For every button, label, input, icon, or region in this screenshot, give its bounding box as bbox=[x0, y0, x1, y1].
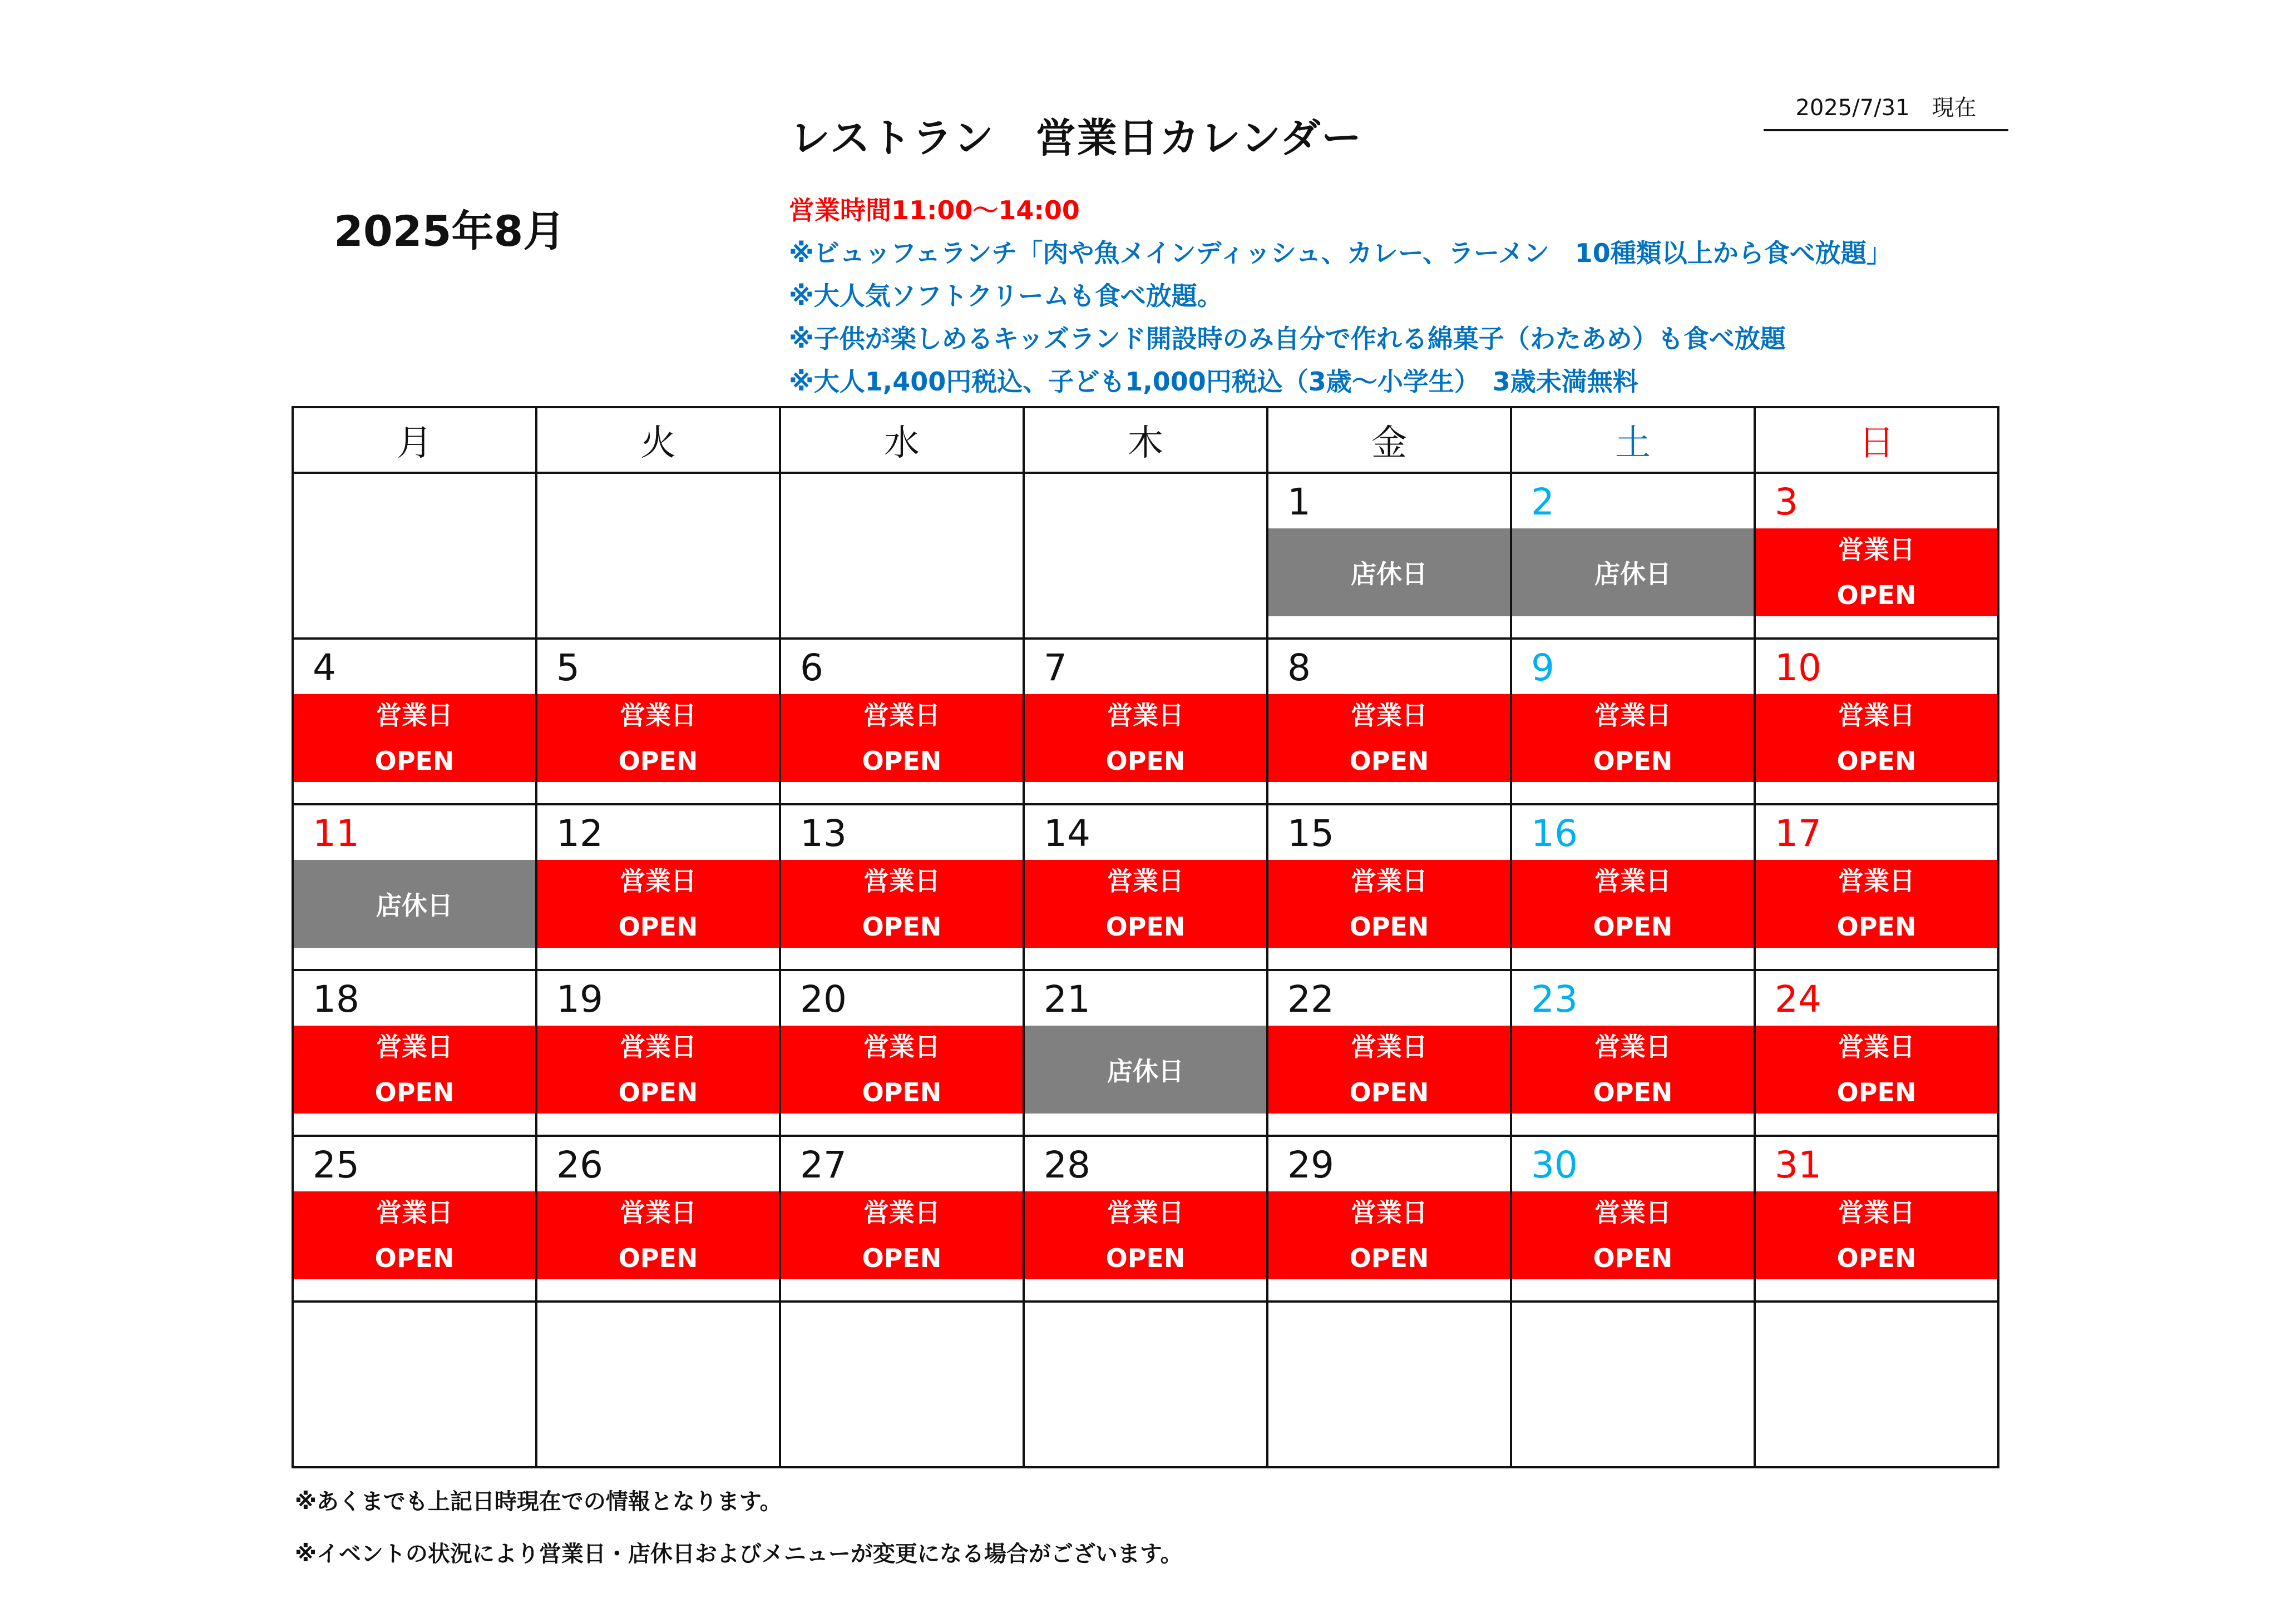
weekday-fri: 金 bbox=[1267, 407, 1511, 473]
status-open-badge bbox=[537, 694, 779, 782]
status-open-label: 営業日 bbox=[620, 1198, 697, 1228]
calendar-empty-cell bbox=[780, 473, 1024, 639]
status-open-badge bbox=[294, 1191, 535, 1279]
calendar-day-cell bbox=[1755, 639, 1998, 804]
calendar-empty-cell bbox=[536, 473, 780, 639]
status-open-english: OPEN bbox=[862, 746, 942, 776]
day-number: 25 bbox=[313, 1144, 359, 1186]
info-note: ※大人気ソフトクリームも食べ放題。 bbox=[789, 281, 1223, 311]
weekday-mon: 月 bbox=[293, 407, 536, 473]
status-open-label: 営業日 bbox=[376, 700, 453, 730]
info-note: ※大人1,400円税込、子ども1,000円税込（3歳～小学生） 3歳未満無料 bbox=[789, 367, 1638, 397]
calendar-day-cell bbox=[1755, 1136, 1998, 1302]
status-open-label: 営業日 bbox=[620, 700, 697, 730]
status-open-label: 営業日 bbox=[376, 1198, 453, 1228]
status-open-label: 営業日 bbox=[1594, 700, 1671, 730]
day-number: 1 bbox=[1287, 481, 1311, 523]
month-heading: 2025年8月 bbox=[334, 206, 566, 256]
calendar-day-cell bbox=[1024, 639, 1267, 804]
day-number: 14 bbox=[1044, 812, 1090, 855]
day-number: 29 bbox=[1287, 1144, 1334, 1186]
status-open-badge bbox=[1756, 694, 1997, 782]
calendar-day-cell bbox=[1755, 473, 1998, 639]
status-open-english: OPEN bbox=[1836, 1243, 1917, 1273]
status-open-english: OPEN bbox=[1593, 746, 1673, 776]
status-open-label: 営業日 bbox=[1351, 1032, 1428, 1062]
calendar-day-cell bbox=[780, 970, 1024, 1136]
calendar-day-cell bbox=[293, 804, 536, 970]
status-closed-label: 店休日 bbox=[1107, 1056, 1184, 1086]
as-of-date: 2025/7/31 現在 bbox=[1764, 90, 2008, 131]
status-open-label: 営業日 bbox=[1594, 866, 1671, 896]
status-open-label: 営業日 bbox=[1838, 1198, 1915, 1228]
calendar-week-row bbox=[293, 970, 1998, 1136]
status-open-badge bbox=[1512, 694, 1754, 782]
status-open-english: OPEN bbox=[374, 746, 455, 776]
status-open-english: OPEN bbox=[618, 1077, 698, 1107]
status-open-label: 営業日 bbox=[1838, 1032, 1915, 1062]
page-title: レストラン 営業日カレンダー bbox=[790, 115, 1363, 161]
calendar-day-cell bbox=[1511, 1136, 1755, 1302]
calendar-day-cell bbox=[780, 1136, 1024, 1302]
info-note: ※ビュッフェランチ「肉や魚メインディッシュ、カレー、ラーメン 10種類以上から食べ放題」 bbox=[789, 238, 1892, 268]
status-open-badge bbox=[1025, 694, 1266, 782]
status-open-english: OPEN bbox=[1105, 746, 1186, 776]
business-hours: 営業時間11:00～14:00 bbox=[789, 195, 1080, 225]
calendar-empty-cell bbox=[1024, 1302, 1267, 1467]
status-closed-label: 店休日 bbox=[1594, 559, 1671, 589]
calendar-week-row bbox=[293, 639, 1998, 804]
status-open-english: OPEN bbox=[1105, 1243, 1186, 1273]
calendar-day-cell bbox=[780, 804, 1024, 970]
day-number: 8 bbox=[1287, 646, 1311, 689]
calendar-day-cell bbox=[536, 804, 780, 970]
status-open-badge bbox=[1512, 1026, 1754, 1114]
calendar-week-row bbox=[293, 473, 1998, 639]
status-closed-label: 店休日 bbox=[376, 890, 453, 921]
calendar-day-cell bbox=[536, 970, 780, 1136]
status-open-badge bbox=[1756, 860, 1997, 948]
status-open-english: OPEN bbox=[1349, 1077, 1429, 1107]
status-closed-badge bbox=[1268, 528, 1510, 616]
calendar-day-cell bbox=[1755, 804, 1998, 970]
day-number: 15 bbox=[1287, 812, 1334, 855]
status-open-badge bbox=[781, 860, 1023, 948]
day-number: 24 bbox=[1775, 978, 1821, 1021]
status-open-english: OPEN bbox=[374, 1243, 455, 1273]
day-number: 27 bbox=[800, 1144, 847, 1186]
calendar-empty-cell bbox=[1267, 1302, 1511, 1467]
day-number: 7 bbox=[1044, 646, 1067, 689]
calendar-day-cell bbox=[780, 639, 1024, 804]
status-open-english: OPEN bbox=[1105, 912, 1186, 942]
status-open-label: 営業日 bbox=[1351, 1198, 1428, 1228]
day-number: 10 bbox=[1775, 646, 1821, 689]
calendar-day-cell bbox=[1267, 970, 1511, 1136]
calendar-day-cell bbox=[1511, 639, 1755, 804]
status-open-english: OPEN bbox=[1593, 1243, 1673, 1273]
status-open-label: 営業日 bbox=[1838, 700, 1915, 730]
day-number: 28 bbox=[1044, 1144, 1090, 1186]
day-number: 22 bbox=[1287, 978, 1334, 1021]
calendar-week-row bbox=[293, 1302, 1998, 1467]
status-open-badge bbox=[294, 694, 535, 782]
status-open-english: OPEN bbox=[1349, 912, 1429, 942]
status-open-english: OPEN bbox=[1836, 912, 1917, 942]
weekday-tue: 火 bbox=[536, 407, 780, 473]
calendar-day-cell bbox=[293, 1136, 536, 1302]
status-open-badge bbox=[781, 1191, 1023, 1279]
day-number: 23 bbox=[1531, 978, 1578, 1021]
status-open-badge bbox=[294, 1026, 535, 1114]
status-open-label: 営業日 bbox=[863, 1032, 940, 1062]
status-open-badge bbox=[1025, 860, 1266, 948]
calendar-day-cell bbox=[1267, 804, 1511, 970]
calendar-empty-cell bbox=[293, 1302, 536, 1467]
status-open-label: 営業日 bbox=[863, 1198, 940, 1228]
status-open-english: OPEN bbox=[1836, 580, 1917, 610]
day-number: 16 bbox=[1531, 812, 1578, 855]
status-open-label: 営業日 bbox=[1107, 866, 1184, 896]
status-open-badge bbox=[1268, 1191, 1510, 1279]
status-open-badge bbox=[537, 860, 779, 948]
status-open-badge bbox=[537, 1026, 779, 1114]
status-open-label: 営業日 bbox=[1838, 535, 1915, 565]
day-number: 4 bbox=[313, 646, 336, 689]
status-open-english: OPEN bbox=[862, 912, 942, 942]
calendar-day-cell bbox=[1024, 1136, 1267, 1302]
status-open-badge bbox=[781, 694, 1023, 782]
day-number: 2 bbox=[1531, 481, 1554, 523]
calendar-empty-cell bbox=[780, 1302, 1024, 1467]
day-number: 26 bbox=[556, 1144, 603, 1186]
weekday-sun: 日 bbox=[1755, 407, 1998, 473]
status-open-badge bbox=[1756, 1026, 1997, 1114]
day-number: 20 bbox=[800, 978, 847, 1021]
calendar-day-cell bbox=[1267, 639, 1511, 804]
info-block bbox=[789, 189, 1892, 403]
status-closed-badge bbox=[294, 860, 535, 948]
day-number: 19 bbox=[556, 978, 603, 1021]
calendar-day-cell bbox=[293, 639, 536, 804]
status-open-badge bbox=[1756, 528, 1997, 616]
day-number: 31 bbox=[1775, 1144, 1821, 1186]
day-number: 5 bbox=[556, 646, 580, 689]
status-open-badge bbox=[1268, 860, 1510, 948]
calendar-day-cell bbox=[293, 970, 536, 1136]
status-open-label: 営業日 bbox=[863, 700, 940, 730]
status-closed-label: 店休日 bbox=[1351, 559, 1428, 589]
status-open-english: OPEN bbox=[862, 1243, 942, 1273]
status-open-english: OPEN bbox=[618, 746, 698, 776]
calendar-empty-cell bbox=[1024, 473, 1267, 639]
status-open-badge bbox=[1512, 860, 1754, 948]
status-open-label: 営業日 bbox=[1351, 866, 1428, 896]
day-number: 30 bbox=[1531, 1144, 1578, 1186]
status-open-label: 営業日 bbox=[1594, 1032, 1671, 1062]
calendar-week-row bbox=[293, 1136, 1998, 1302]
status-open-label: 営業日 bbox=[1107, 1198, 1184, 1228]
status-open-english: OPEN bbox=[618, 912, 698, 942]
calendar-empty-cell bbox=[536, 1302, 780, 1467]
status-open-badge bbox=[537, 1191, 779, 1279]
status-open-label: 営業日 bbox=[376, 1032, 453, 1062]
day-number: 6 bbox=[800, 646, 823, 689]
status-open-english: OPEN bbox=[1349, 1243, 1429, 1273]
calendar-empty-cell bbox=[1511, 1302, 1755, 1467]
day-number: 21 bbox=[1044, 978, 1090, 1021]
status-open-badge bbox=[781, 1026, 1023, 1114]
calendar-table bbox=[292, 406, 1999, 1468]
day-number: 9 bbox=[1531, 646, 1554, 689]
calendar-empty-cell bbox=[293, 473, 536, 639]
status-closed-badge bbox=[1512, 528, 1754, 616]
calendar-day-cell bbox=[1024, 970, 1267, 1136]
calendar-day-cell bbox=[1024, 804, 1267, 970]
calendar-day-cell bbox=[536, 639, 780, 804]
status-open-label: 営業日 bbox=[620, 1032, 697, 1062]
calendar-day-cell bbox=[1511, 473, 1755, 639]
status-open-badge bbox=[1512, 1191, 1754, 1279]
weekday-sat: 土 bbox=[1511, 407, 1755, 473]
footer-note: ※あくまでも上記日時現在での情報となります。 bbox=[295, 1489, 782, 1515]
info-note: ※子供が楽しめるキッズランド開設時のみ自分で作れる綿菓子（わたあめ）も食べ放題 bbox=[789, 324, 1786, 354]
weekday-header-row bbox=[293, 407, 1998, 473]
status-open-label: 営業日 bbox=[863, 866, 940, 896]
calendar-day-cell bbox=[1267, 1136, 1511, 1302]
calendar-day-cell bbox=[536, 1136, 780, 1302]
status-open-label: 営業日 bbox=[1594, 1198, 1671, 1228]
status-open-badge bbox=[1025, 1191, 1266, 1279]
calendar-day-cell bbox=[1755, 970, 1998, 1136]
day-number: 3 bbox=[1775, 481, 1798, 523]
status-open-label: 営業日 bbox=[620, 866, 697, 896]
calendar-week-row bbox=[293, 804, 1998, 970]
status-open-english: OPEN bbox=[862, 1077, 942, 1107]
day-number: 18 bbox=[313, 978, 359, 1021]
footer-note: ※イベントの状況により営業日・店休日およびメニューが変更になる場合がございます。 bbox=[295, 1541, 1183, 1567]
calendar-day-cell bbox=[1511, 804, 1755, 970]
weekday-thu: 木 bbox=[1024, 407, 1267, 473]
calendar-day-cell bbox=[1267, 473, 1511, 639]
calendar-day-cell bbox=[1511, 970, 1755, 1136]
calendar-empty-cell bbox=[1755, 1302, 1998, 1467]
status-open-english: OPEN bbox=[1836, 746, 1917, 776]
weekday-wed: 水 bbox=[780, 407, 1024, 473]
status-open-english: OPEN bbox=[1349, 746, 1429, 776]
status-closed-badge bbox=[1025, 1026, 1266, 1114]
status-open-label: 営業日 bbox=[1838, 866, 1915, 896]
status-open-english: OPEN bbox=[1593, 912, 1673, 942]
status-open-badge bbox=[1268, 1026, 1510, 1114]
status-open-badge bbox=[1756, 1191, 1997, 1279]
day-number: 12 bbox=[556, 812, 603, 855]
status-open-label: 営業日 bbox=[1107, 700, 1184, 730]
status-open-english: OPEN bbox=[1593, 1077, 1673, 1107]
status-open-english: OPEN bbox=[1836, 1077, 1917, 1107]
status-open-badge bbox=[1268, 694, 1510, 782]
calendar-body bbox=[293, 473, 1998, 1467]
day-number: 13 bbox=[800, 812, 847, 855]
status-open-english: OPEN bbox=[618, 1243, 698, 1273]
status-open-english: OPEN bbox=[374, 1077, 455, 1107]
day-number: 17 bbox=[1775, 812, 1821, 855]
day-number: 11 bbox=[313, 812, 359, 855]
status-open-label: 営業日 bbox=[1351, 700, 1428, 730]
